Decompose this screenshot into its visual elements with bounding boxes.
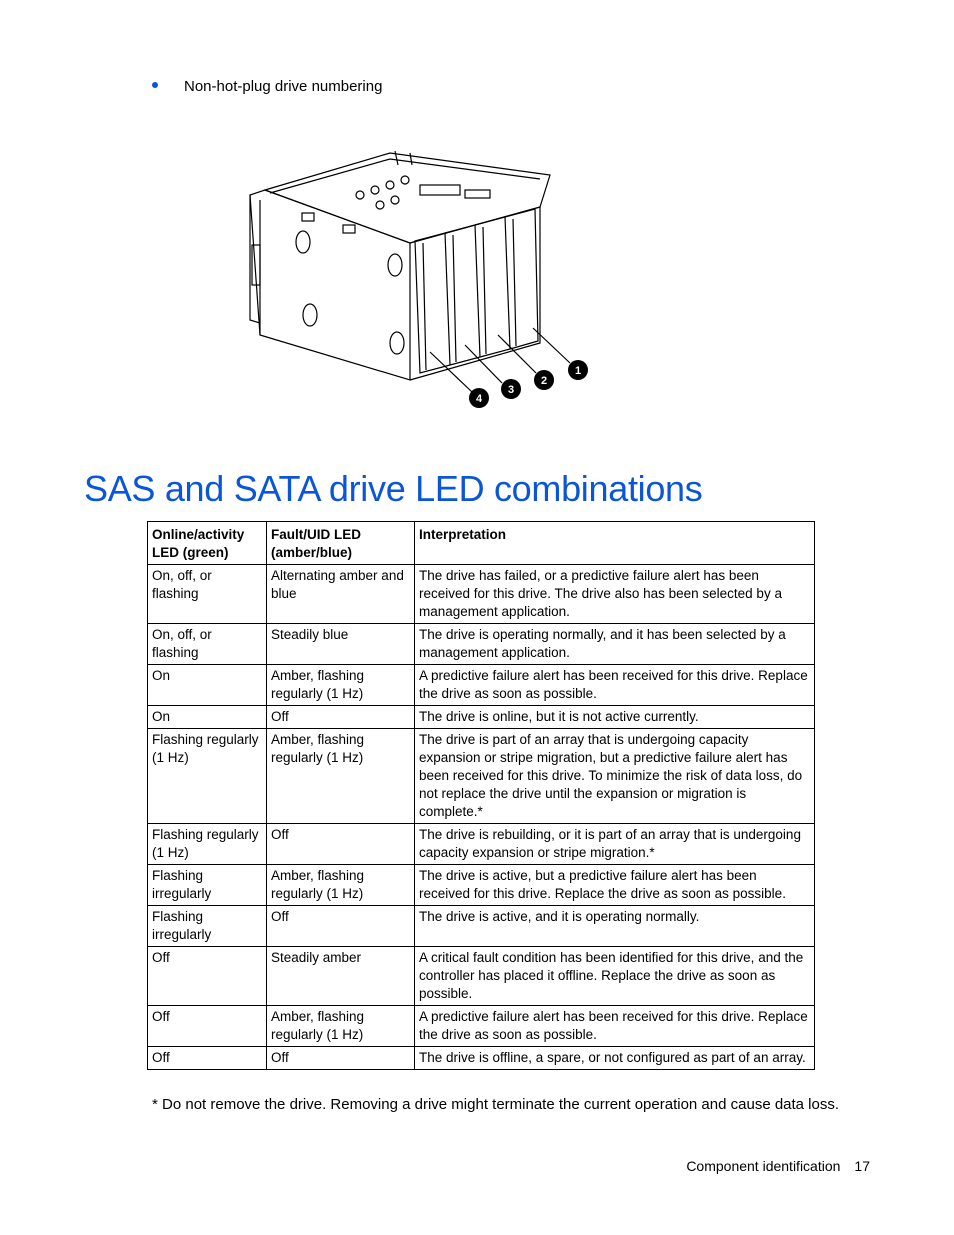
cell-interpretation: A predictive failure alert has been received for this drive. Replace the drive as soon as possible.	[415, 665, 815, 706]
cell-fault: Amber, flashing regularly (1 Hz)	[267, 1006, 415, 1047]
cell-interpretation: The drive is active, and it is operating normally.	[415, 906, 815, 947]
bullet-item	[152, 78, 382, 95]
table-row	[148, 624, 815, 665]
table-row	[148, 1047, 815, 1070]
header-interpretation: Interpretation	[415, 522, 815, 565]
table-row	[148, 1006, 815, 1047]
cell-interpretation: The drive is operating normally, and it has been selected by a management application.	[415, 624, 815, 665]
table-header-row	[148, 522, 815, 565]
cell-interpretation: The drive is online, but it is not active currently.	[415, 706, 815, 729]
cell-fault: Steadily amber	[267, 947, 415, 1006]
page-footer	[686, 1158, 870, 1174]
header-fault-uid: Fault/UID LED (amber/blue)	[267, 522, 415, 565]
cell-online: Flashing irregularly	[148, 906, 267, 947]
bullet-text: Non-hot-plug drive numbering	[184, 78, 383, 95]
cell-fault: Amber, flashing regularly (1 Hz)	[267, 729, 415, 824]
cell-online: Flashing regularly (1 Hz)	[148, 729, 267, 824]
callout-2-label: 2	[540, 375, 548, 387]
table-row	[148, 906, 815, 947]
cell-interpretation: The drive has failed, or a predictive failure alert has been received for this drive. The drive also has been selected by a management application.	[415, 565, 815, 624]
cell-online: Off	[148, 1047, 267, 1070]
cell-fault: Steadily blue	[267, 624, 415, 665]
cell-interpretation: The drive is part of an array that is undergoing capacity expansion or stripe migration, but a predictive failure alert has been received for this drive. To minimize the risk of data loss, do not replace the drive until the expansion or migration is complete.*	[415, 729, 815, 824]
cell-fault: Alternating amber and blue	[267, 565, 415, 624]
callout-3-label: 3	[507, 384, 515, 396]
table-row	[148, 665, 815, 706]
cell-interpretation: A predictive failure alert has been received for this drive. Replace the drive as soon as possible.	[415, 1006, 815, 1047]
footnote: * Do not remove the drive. Removing a drive might terminate the current operation and cause data loss.	[152, 1096, 840, 1113]
page-number: 17	[854, 1158, 870, 1174]
cell-fault: Amber, flashing regularly (1 Hz)	[267, 865, 415, 906]
cell-interpretation: The drive is active, but a predictive failure alert has been received for this drive. Replace the drive as soon as possible.	[415, 865, 815, 906]
cell-online: Flashing irregularly	[148, 865, 267, 906]
cell-online: Off	[148, 1006, 267, 1047]
table-row	[148, 729, 815, 824]
footer-section-name: Component identification	[686, 1158, 841, 1174]
cell-interpretation: The drive is rebuilding, or it is part of an array that is undergoing capacity expansion or stripe migration.*	[415, 824, 815, 865]
table-row	[148, 947, 815, 1006]
drive-cage-figure	[240, 145, 600, 415]
drive-cage-illustration	[240, 145, 600, 415]
cell-interpretation: The drive is offline, a spare, or not configured as part of an array.	[415, 1047, 815, 1070]
cell-fault: Amber, flashing regularly (1 Hz)	[267, 665, 415, 706]
table-row	[148, 824, 815, 865]
cell-fault: Off	[267, 824, 415, 865]
table-row	[148, 706, 815, 729]
cell-online: Flashing regularly (1 Hz)	[148, 824, 267, 865]
cell-fault: Off	[267, 1047, 415, 1070]
table-row	[148, 565, 815, 624]
bullet-icon	[152, 82, 158, 88]
callout-1-label: 1	[574, 365, 582, 377]
section-title: SAS and SATA drive LED combinations	[84, 468, 703, 509]
table-row	[148, 865, 815, 906]
cell-online: On	[148, 665, 267, 706]
led-combinations-table	[147, 521, 815, 1070]
cell-fault: Off	[267, 906, 415, 947]
cell-online: Off	[148, 947, 267, 1006]
cell-online: On, off, or flashing	[148, 565, 267, 624]
cell-online: On, off, or flashing	[148, 624, 267, 665]
cell-fault: Off	[267, 706, 415, 729]
cell-interpretation: A critical fault condition has been identified for this drive, and the controller has placed it offline. Replace the drive as soon as possible.	[415, 947, 815, 1006]
header-online-activity: Online/activity LED (green)	[148, 522, 267, 565]
callout-4-label: 4	[475, 393, 483, 405]
cell-online: On	[148, 706, 267, 729]
